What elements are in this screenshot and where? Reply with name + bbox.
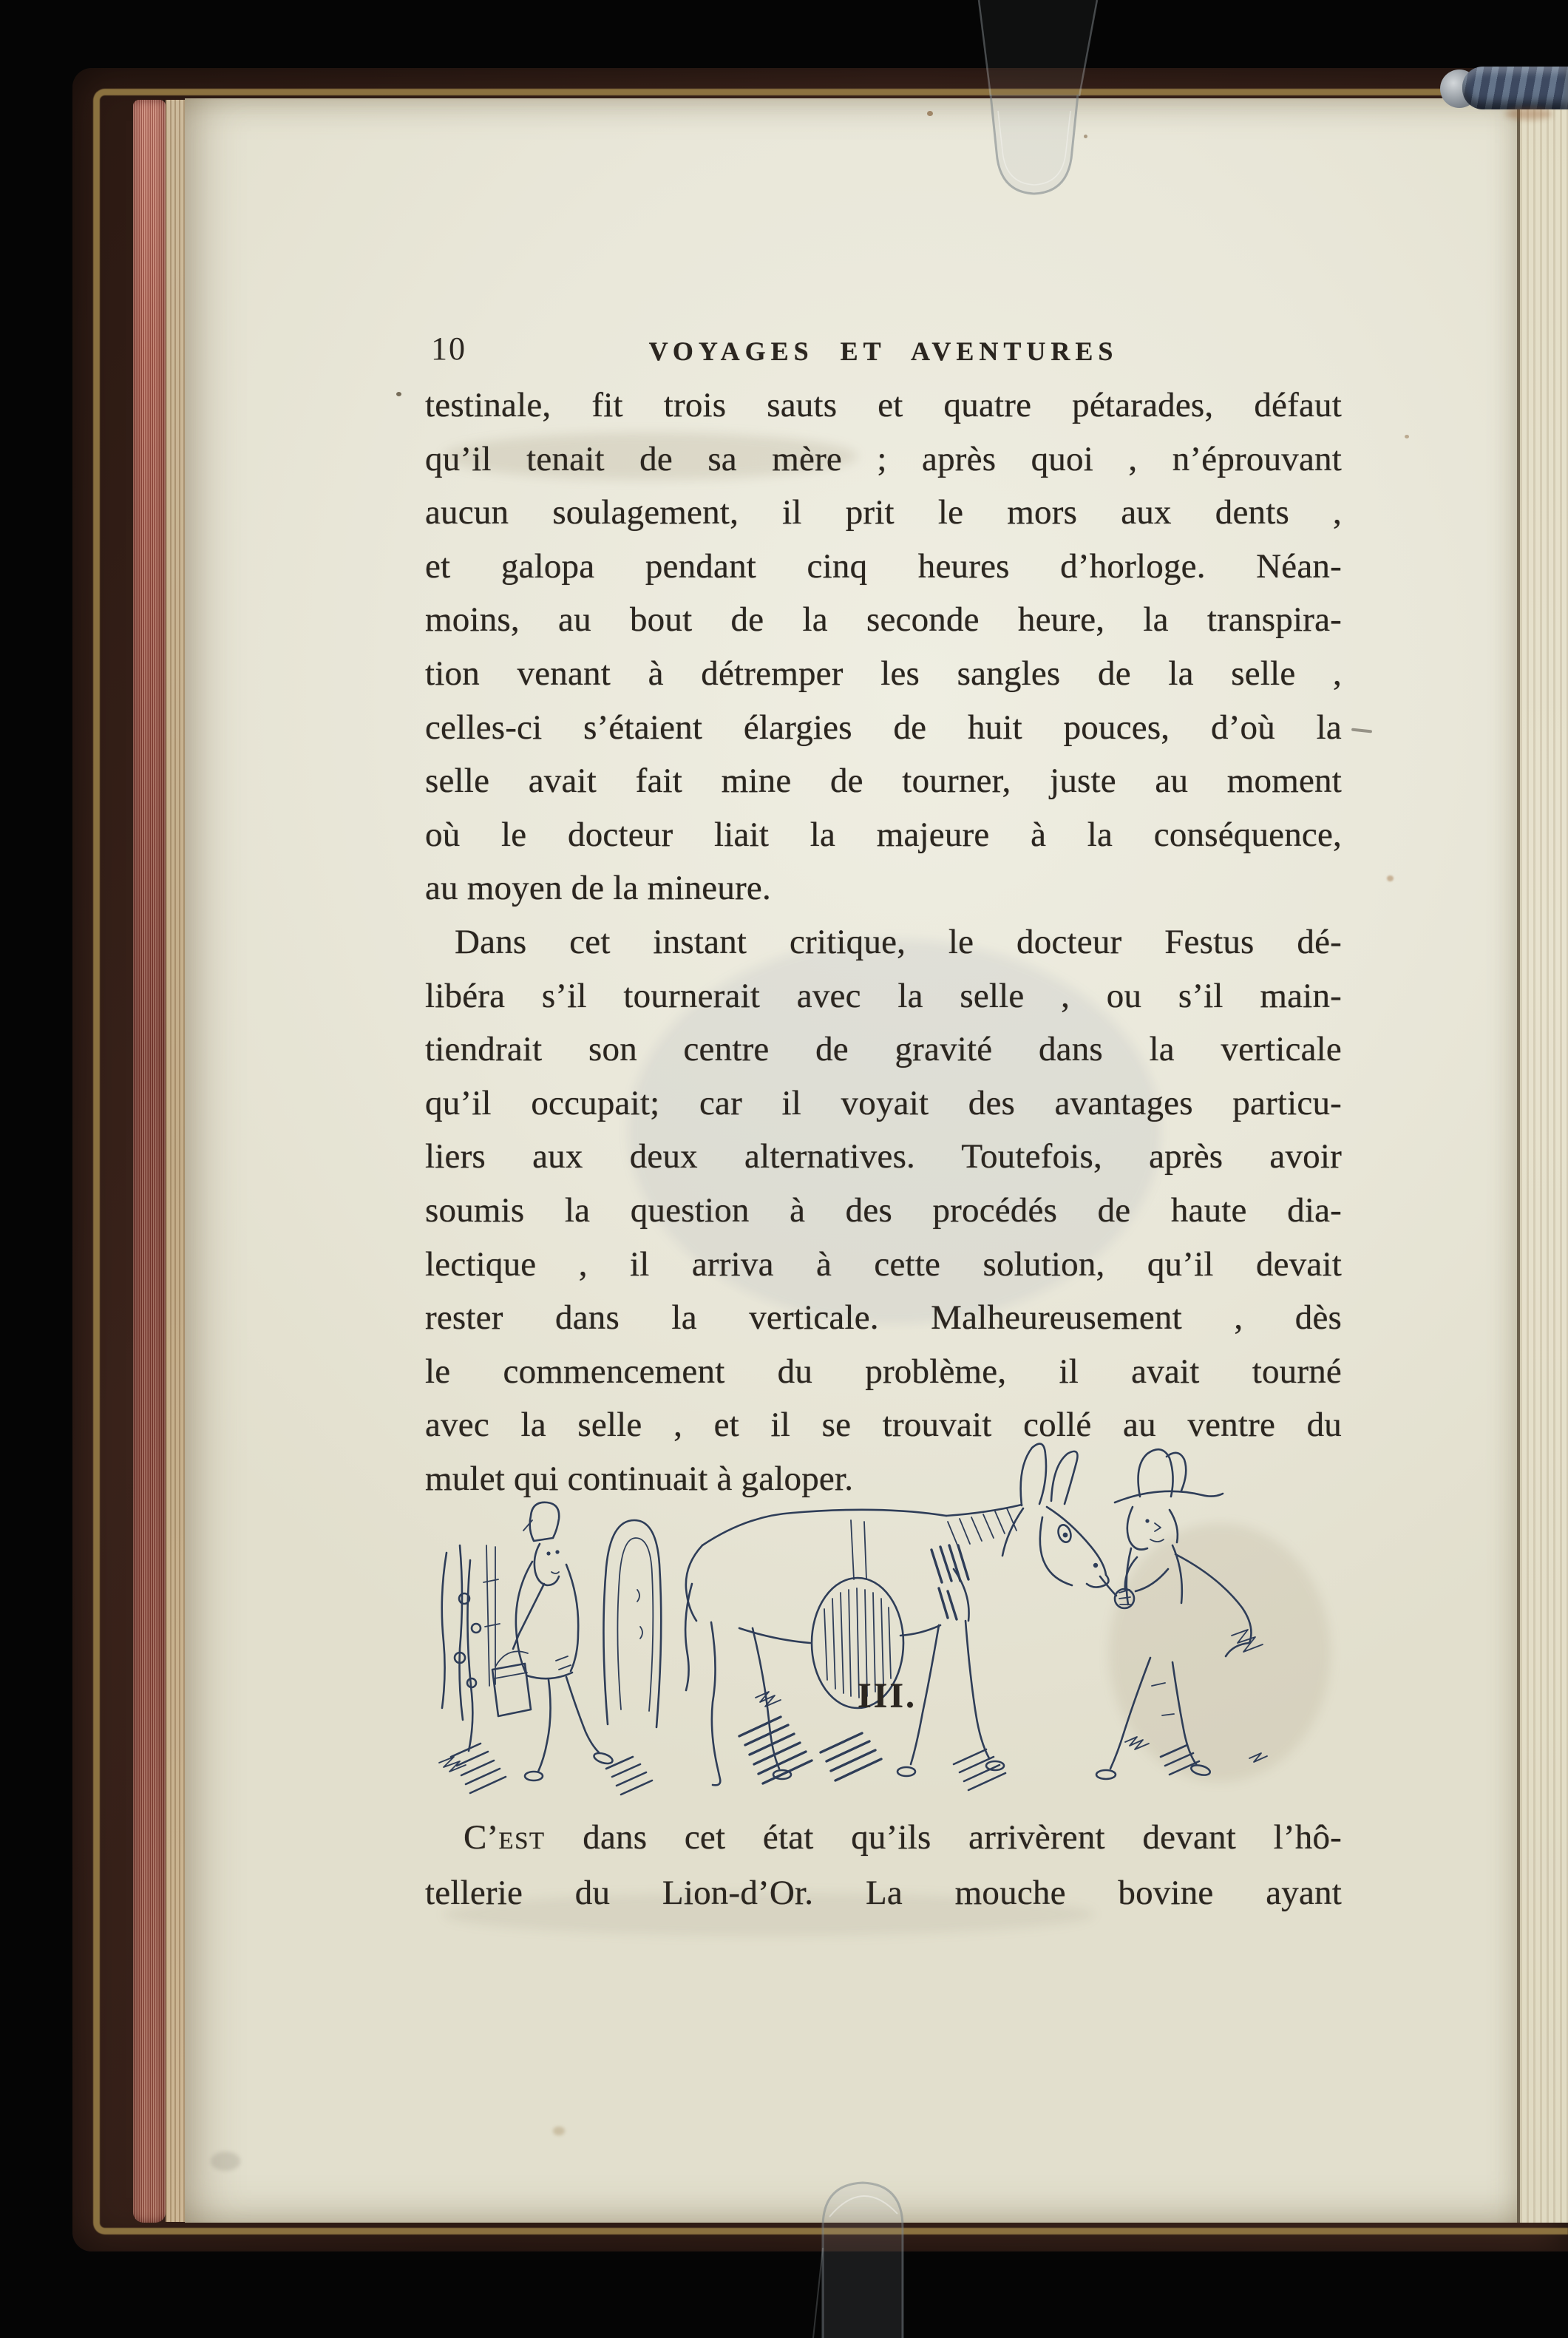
text-line: liers aux deux alternatives. Toutefois, après avoir: [425, 1137, 1342, 1176]
small-caps-word: est: [498, 1818, 546, 1857]
text-line: tiendrait son centre de gravité dans la verticale: [425, 1030, 1342, 1069]
running-header: VOYAGES ET AVENTURES: [648, 336, 1119, 366]
text-line: [425, 1810, 1342, 1866]
text-line: testinale, fit trois sauts et quatre pétarades, défaut: [425, 386, 1342, 424]
text-line: mulet qui continuait à galoper.: [425, 1459, 854, 1498]
paragraph-2: [425, 915, 1342, 1506]
text-line: tion venant à détremper les sangles de la selle ,: [425, 654, 1342, 693]
closing-paragraph: [425, 1810, 1342, 1921]
text-line: au moyen de la mineure.: [425, 869, 771, 908]
body-text: [425, 379, 1342, 1505]
reeds: [439, 1545, 500, 1772]
text-line: aucun soulagement, il prit le mors aux dents ,: [425, 493, 1342, 532]
lead-capital: C’: [464, 1818, 499, 1857]
text-line: tellerie du Lion-d’Or. La mouche bovine ayant: [425, 1874, 1342, 1912]
text-line: rester dans la verticale. Malheureusement , dès: [425, 1298, 1342, 1338]
text-line: où le docteur liait la majeure à la conséquence,: [425, 815, 1342, 854]
rust-stain: [1505, 108, 1552, 120]
arch-shape: [603, 1520, 661, 1727]
text-line: avec la selle , et il se trouvait collé au ventre du: [425, 1406, 1342, 1445]
page-number: 10: [431, 331, 466, 367]
text-line: qu’il tenait de sa mère ; après quoi , n’éprouvant: [425, 439, 1342, 478]
text-line: et galopa pendant cinq heures d’horloge. Néan-: [425, 546, 1342, 586]
text-line: libéra s’il tournerait avec la selle , ou s’il main-: [425, 976, 1342, 1015]
page-block-edge-right: [1517, 98, 1568, 2223]
text-line: Dans cet instant critique, le docteur Festus dé-: [455, 922, 1342, 961]
text-line: le commencement du problème, il avait tourné: [425, 1352, 1342, 1391]
text-line: lectique , il arriva à cette solution, qu’il devait: [425, 1244, 1342, 1284]
text-line: selle avait fait mine de tourner, juste au moment: [425, 762, 1342, 801]
bucket-man: [492, 1502, 614, 1780]
text-line: moins, au bout de la seconde heure, la transpira-: [425, 600, 1342, 640]
paragraph-1: [425, 379, 1342, 915]
book-snake-weight-icon: [1462, 67, 1568, 109]
chapter-heading: III.: [857, 1676, 917, 1715]
red-stained-page-edges: [133, 100, 166, 2223]
text-line: soumis la question à des procédés de haute dia-: [425, 1190, 1342, 1230]
text-line: qu’il occupait; car il voyait des avantages particu-: [425, 1083, 1342, 1122]
text-line: celles-ci s’étaient élargies de huit pouces, d’où la: [425, 708, 1342, 747]
line-rest: dans cet état qu’ils arrivèrent devant l’hô-: [545, 1818, 1342, 1857]
page-block-edge-left: [166, 100, 185, 2222]
